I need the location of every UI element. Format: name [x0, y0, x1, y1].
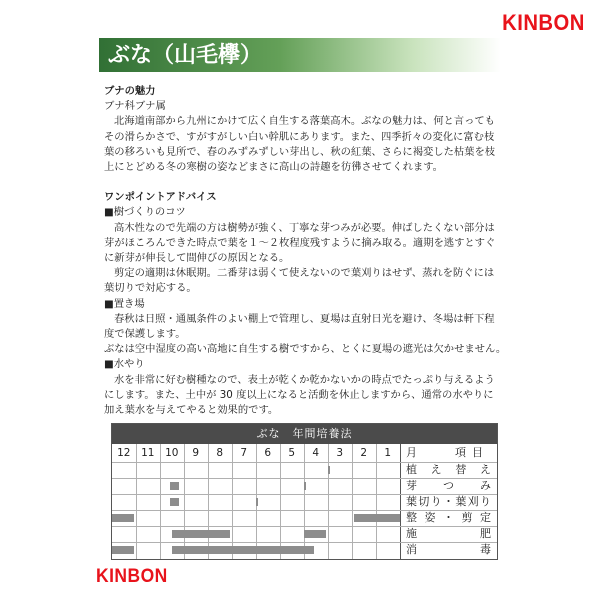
- place-line: 春秋は日照・通風条件のよい棚上で管理し、夏場は直射日光を避け、冬場は軒下程: [114, 312, 495, 325]
- calendar-item-label: 消毒: [406, 543, 491, 556]
- cultivation-calendar: [111, 423, 498, 560]
- schedule-bar: [170, 498, 180, 506]
- schedule-bar: [304, 530, 326, 538]
- appeal-line: 北海道南部から九州にかけて広く自生する落葉高木。ぶなの魅力は、何と言っても: [114, 115, 495, 128]
- schedule-bar: [256, 498, 258, 506]
- month-label-5: 5: [288, 447, 296, 459]
- schedule-bar: [354, 514, 400, 522]
- month-label-3: 3: [336, 447, 344, 459]
- schedule-bar: [304, 482, 306, 490]
- appeal-line: その滑らかさで、すがすがしい白い幹肌にあります。また、四季折々の変化に富む枝: [104, 130, 495, 143]
- article-body: [104, 84, 507, 418]
- schedule-bar: [172, 530, 230, 538]
- tree-line: 剪定の適期は休眠期。二番芽は弱くて使えないので葉刈りはせず、蒸れを防ぐには: [114, 267, 495, 280]
- calendar-item-label: 芽つみ: [406, 479, 491, 492]
- appeal-line: 葉の移ろいも見所で、春のみずみずしい芽出し、秋の紅葉、さらに褐変した枯葉を枝: [104, 145, 496, 158]
- calendar-title: ぶな 年間培養法: [112, 424, 497, 444]
- title-banner: [99, 38, 501, 72]
- appeal-heading: ブナの魅力: [104, 85, 156, 97]
- schedule-bar: [170, 482, 180, 490]
- calendar-item-label: 整姿・剪定: [406, 511, 491, 524]
- schedule-bar: [112, 546, 134, 554]
- month-label-2: 2: [360, 447, 368, 459]
- month-label-1: 1: [384, 447, 392, 459]
- month-label-10: 10: [165, 447, 179, 459]
- month-label-7: 7: [240, 447, 248, 459]
- tree-heading: ■樹づくりのコツ: [104, 206, 186, 219]
- calendar-item-label: 葉切り・葉刈り: [406, 495, 491, 508]
- tree-line: 高木性なので先端の方は樹勢が強く、丁寧な芽つみが必要。伸ばしたくない部分は: [114, 221, 495, 234]
- place-heading: ■置き場: [104, 297, 145, 310]
- calendar-item-label: 植え替え: [406, 463, 491, 476]
- place-line: 度で保護します。: [104, 328, 186, 341]
- month-label-9: 9: [192, 447, 200, 459]
- item-label: 項目: [455, 446, 489, 459]
- schedule-bar: [328, 466, 330, 474]
- tree-line: 葉切りで対応する。: [104, 282, 197, 295]
- month-label-4: 4: [312, 447, 320, 459]
- brand-logo-top: KINBON: [502, 10, 585, 35]
- month-label-8: 8: [216, 447, 224, 459]
- tree-line: 芽がほころんできた時点で葉を１～２枚程度残すように摘み取る。適期を逃すとすぐ: [104, 236, 496, 249]
- schedule-bar: [112, 514, 134, 522]
- month-label: 月: [406, 446, 417, 459]
- month-label-6: 6: [264, 447, 272, 459]
- page-title: ぶな（山毛欅）: [108, 42, 263, 68]
- water-heading: ■水やり: [104, 358, 145, 371]
- family-text: ブナ科ブナ属: [104, 100, 166, 113]
- place-line: ぶなは空中湿度の高い高地に自生する樹ですから、とくに夏場の遮光は欠かせません。: [104, 343, 507, 356]
- brand-logo-bottom: KINBON: [96, 566, 168, 587]
- advice-heading: ワンポイントアドバイス: [104, 191, 217, 204]
- tree-line: に新芽が伸長して間伸びの原因となる。: [104, 252, 290, 265]
- schedule-bar: [172, 546, 314, 554]
- calendar-grid: [112, 444, 497, 559]
- appeal-line: 上にとどめる冬の寒樹の姿などまさに高山の詩趣を彷彿させてくれます。: [104, 161, 443, 174]
- water-line: 加え葉水を与えてやると効果的です。: [104, 404, 279, 417]
- water-line: 水を非常に好む樹種なので、表土が乾くか乾かないかの時点でたっぷり与えるよう: [114, 373, 495, 386]
- month-label-11: 11: [141, 447, 155, 459]
- month-label-12: 12: [117, 447, 131, 459]
- calendar-item-label: 施肥: [406, 527, 491, 540]
- calendar-head-cell: [400, 444, 497, 462]
- water-line: にします。また、土中が 30 度以上になると活動を休止しますから、通常の水やりに: [104, 388, 494, 401]
